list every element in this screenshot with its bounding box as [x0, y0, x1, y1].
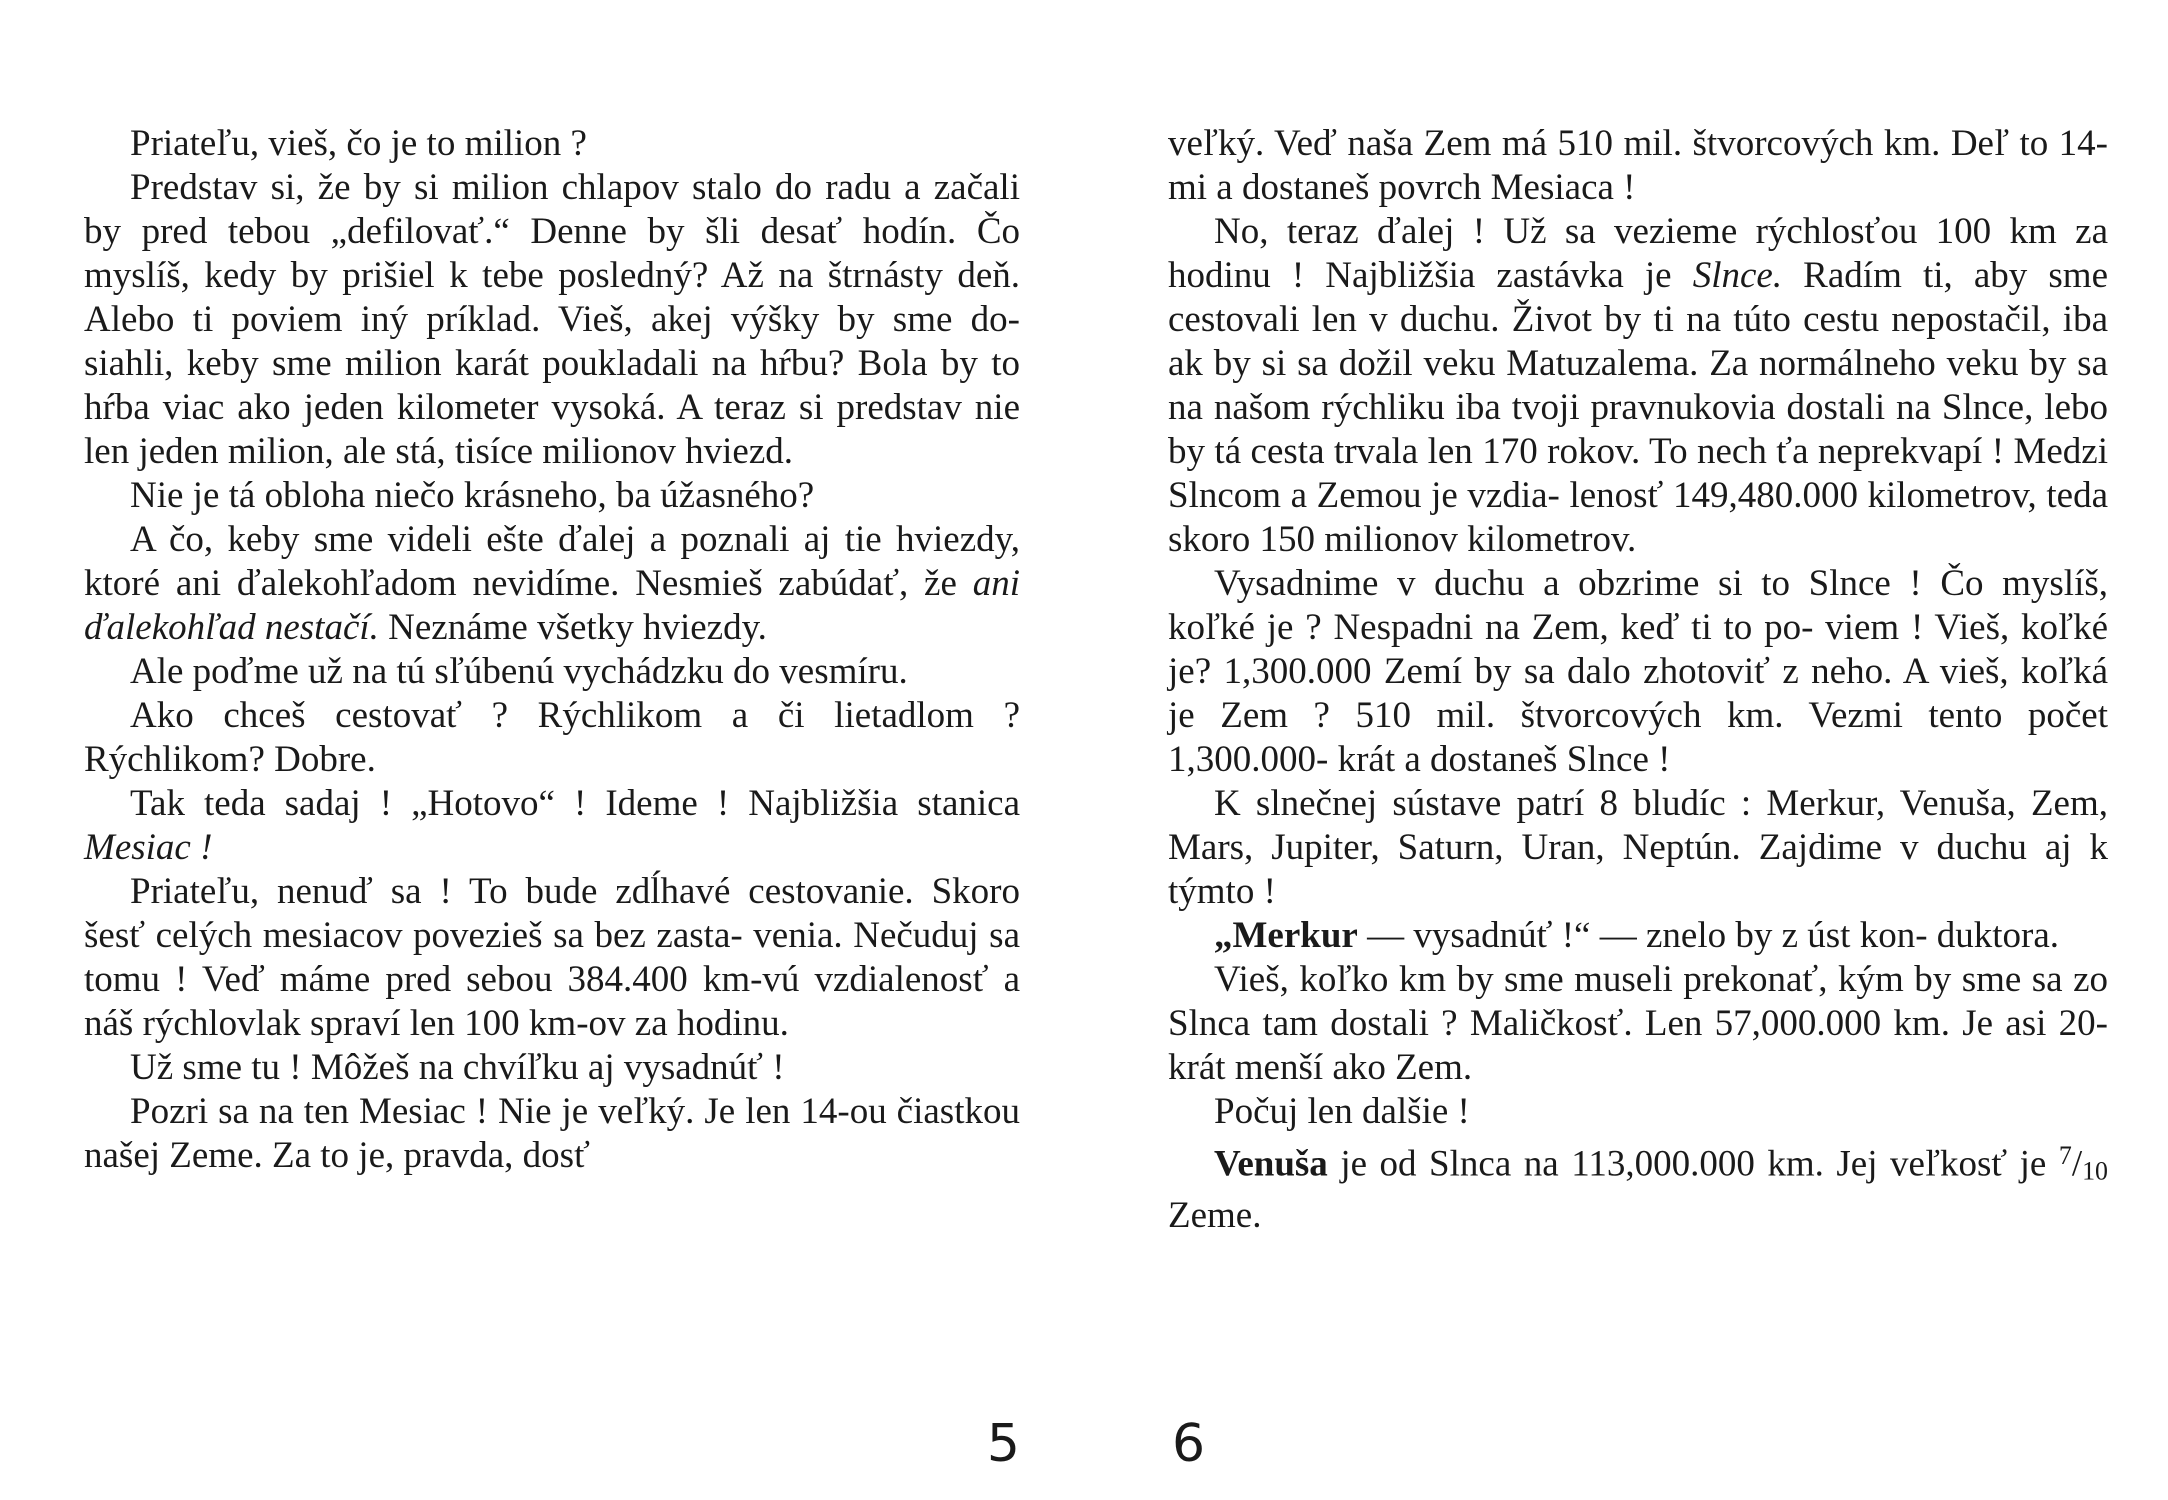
paragraph [1168, 782, 2108, 914]
text-segment: K slnečnej sústave patrí 8 bludíc : Merkur, Venuša, Zem, Mars, Jupiter, Saturn, Uran, Neptún. Zajdime v duchu aj k týmto ! [1168, 783, 2108, 912]
text-segment: je od Slnca na 113,000.000 km. Jej veľkosť je [1327, 1143, 2059, 1185]
text-segment: Venuša [1214, 1143, 1328, 1185]
paragraph [84, 1090, 1020, 1178]
paragraph [1168, 1134, 2108, 1238]
paragraph [1168, 562, 2108, 782]
text-segment: Priateľu, nenuď sa ! To bude zdĺhavé cestovanie. Skoro šesť celých mesiacov povezieš sa bez zasta- venia. Nečuduj sa tomu ! Veď máme pred sebou 384.400 km-vú vzdialenosť a náš rýchlovlak spraví len 100 km-ov za hodinu. [84, 871, 1020, 1044]
text-segment: A čo, keby sme videli ešte ďalej a poznali aj tie hviezdy, ktoré ani ďalekohľadom nevidíme. Nesmieš zabúdať, že [84, 519, 1020, 604]
text-segment: Vieš, koľko km by sme museli prekonať, kým by sme sa zo Slnca tam dostali ? Maličkosť. Len 57,000.000 km. Je asi 20-krát menší ako Zem. [1168, 959, 2108, 1088]
paragraph [84, 650, 1020, 694]
text-segment: ani ďalekohľad nestačí. [84, 563, 1020, 648]
text-segment: Pozri sa na ten Mesiac ! Nie je veľký. Je len 14-ou čiastkou našej Zeme. Za to je, pravda, dosť [84, 1091, 1020, 1176]
paragraph [84, 122, 1020, 166]
paragraph [84, 694, 1020, 782]
paragraph [1168, 914, 2108, 958]
text-segment: — vysadnúť !“ — znelo by z úst kon- duktora. [1357, 915, 2060, 956]
text-segment: Predstav si, že by si milion chlapov stalo do radu a začali by pred tebou „defilovať.“ Denne by šli desať hodín. Čo myslíš, kedy by prišiel k tebe posledný? Až na štrnásty deň. Alebo ti poviem iný príklad. Vieš, akej výšky by sme do- siahli, keby sme milion karát poukladali na hŕbu? Bola by to hŕba viac ako jeden kilometer vysoká. A teraz si predstav nie len jeden milion, ale stá, tisíce milionov hviezd. [84, 167, 1020, 472]
text-segment: Ale poďme už na tú sľúbenú vychádzku do vesmíru. [130, 651, 908, 692]
paragraph [84, 518, 1020, 650]
text-segment: Vysadnime v duchu a obzrime si to Slnce ! Čo myslíš, koľké je ? Nespadni na Zem, keď ti to po- viem ! Vieš, koľké je? 1,300.000 Zemí by sa dalo zhotoviť z neho. A vieš, koľká je Zem ? 510 mil. štvorcových km. Vezmi tento počet 1,300.000- krát a dostaneš Slnce ! [1168, 563, 2108, 780]
right-page-number: 6 [1172, 1414, 1206, 1474]
paragraph [84, 782, 1020, 870]
left-page-text [84, 122, 1020, 1178]
right-page-text [1168, 122, 2108, 1238]
text-segment: Nie je tá obloha niečo krásneho, ba úžasného? [130, 475, 815, 516]
paragraph [1168, 1090, 2108, 1134]
paragraph [1168, 122, 2108, 210]
paragraph [1168, 958, 2108, 1090]
left-page-number: 5 [986, 1414, 1020, 1474]
text-segment: Priateľu, vieš, čo je to milion ? [130, 123, 587, 164]
text-segment: Radím ti, aby sme cestovali len v duchu. Život by ti na túto cestu nepostačil, iba ak by si sa dožil veku Matuzalema. Za normálneho veku by sa na našom rýchliku iba tvoji pravnukovia dostali na Slnce, lebo by tá cesta trvala len 170 rokov. To nech ťa neprekvapí ! Medzi Slncom a Zemou je vzdia- lenosť 149,480.000 kilometrov, teda skoro 150 milionov kilometrov. [1168, 255, 2108, 560]
paragraph [84, 474, 1020, 518]
paragraph [84, 166, 1020, 474]
text-segment: Počuj len dalšie ! [1214, 1091, 1470, 1132]
text-segment: Neznáme všetky hviezdy. [378, 607, 767, 648]
text-segment: veľký. Veď naša Zem má 510 mil. štvorcových km. Deľ to 14-mi a dostaneš povrch Mesiaca ! [1168, 123, 2108, 208]
paragraph [84, 1046, 1020, 1090]
text-segment: Slnce. [1692, 255, 1783, 296]
text-segment: / [2071, 1143, 2083, 1185]
text-segment: Zeme. [1168, 1194, 1262, 1236]
paragraph [1168, 210, 2108, 562]
text-segment: 10 [2082, 1156, 2108, 1186]
paragraph [84, 870, 1020, 1046]
text-segment: Už sme tu ! Môžeš na chvíľku aj vysadnúť ! [130, 1047, 785, 1088]
right-page [1084, 0, 2168, 1500]
text-segment: Mesiac ! [84, 827, 213, 868]
text-segment: No, teraz ďalej ! Už sa vezieme rýchlosťou 100 km za hodinu ! Najbližšia zastávka je [1168, 211, 2108, 296]
text-segment: 7 [2058, 1141, 2072, 1170]
text-segment: Tak teda sadaj ! „Hotovo“ ! Ideme ! Najbližšia stanica [130, 783, 1020, 824]
text-segment: „Merkur [1214, 915, 1358, 956]
text-segment: Ako chceš cestovať ? Rýchlikom a či lietadlom ? Rýchlikom? Dobre. [84, 695, 1020, 780]
